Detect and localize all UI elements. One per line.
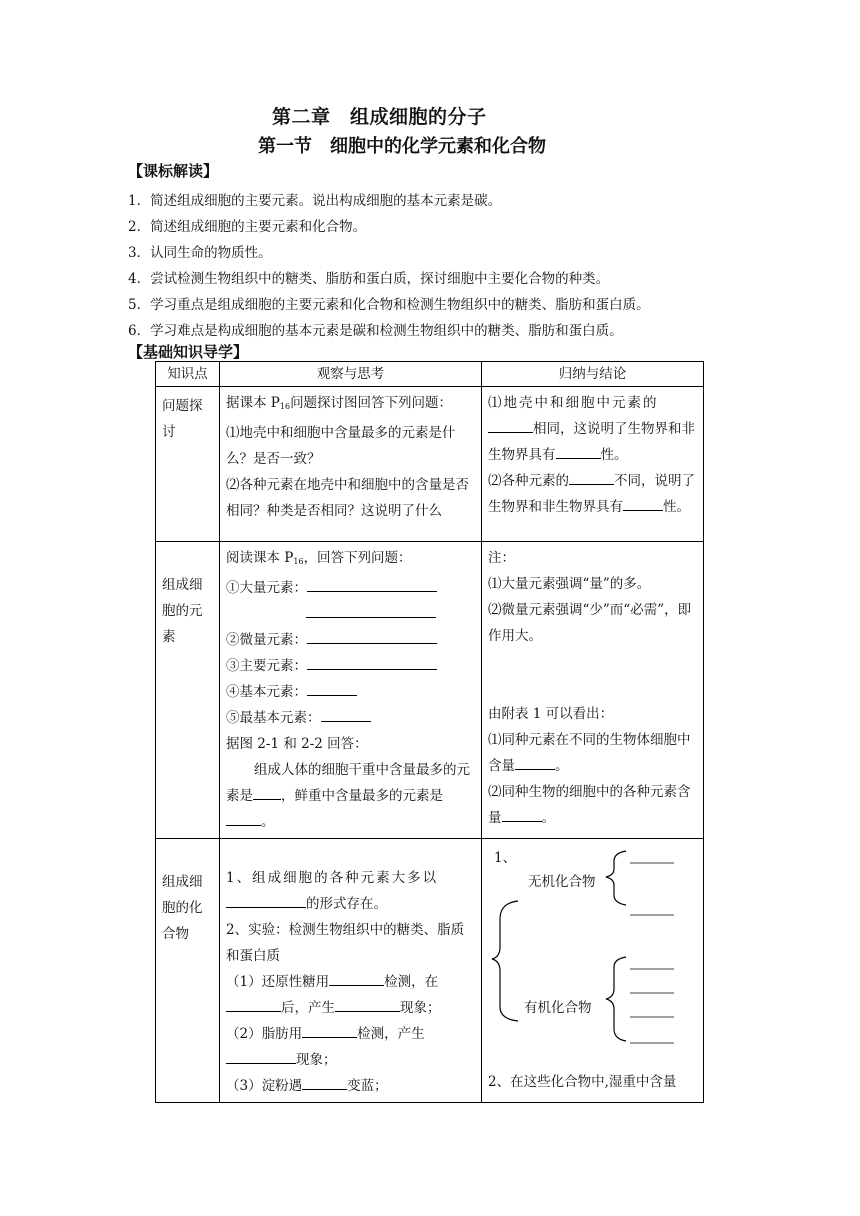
conclusion-1 — [488, 390, 697, 468]
inorganic-brace — [606, 851, 626, 905]
topic-cell: 组成细胞的元素 — [156, 542, 220, 839]
blank — [226, 811, 261, 826]
obs-intro-text: 据课本 P — [226, 395, 280, 411]
guide-heading: 【基础知识导学】 — [128, 343, 249, 361]
topic-cell: 组成细胞的化合物 — [156, 839, 220, 1103]
conclusion-2 — [488, 468, 697, 520]
note-1: ⑴大量元素强调“量”的多。 — [488, 576, 651, 592]
compound-form — [226, 865, 475, 917]
blank — [253, 785, 281, 800]
text: 不同，说明了生物界和非生物界具有 — [488, 473, 695, 515]
text: ⑵同种生物的细胞中的各种元素含量 — [488, 784, 691, 826]
objective-item: 4．尝试检测生物组织中的糖类、脂肪和蛋白质，探讨细胞中主要化合物的种类。 — [128, 271, 610, 287]
blank — [488, 418, 533, 433]
macro-elements — [226, 575, 475, 601]
blank — [306, 603, 436, 618]
micro-elements — [226, 627, 475, 653]
text: （2）脂肪用 — [226, 1026, 303, 1042]
objective-item: 2．简述组成细胞的主要元素和化合物。 — [128, 219, 367, 235]
text: 变蓝； — [347, 1078, 388, 1094]
text: 组成人体的细胞干重中含量最多的元素是 — [226, 762, 470, 804]
blank — [321, 707, 371, 722]
knowledge-table — [155, 361, 704, 1103]
blank — [226, 893, 306, 908]
diagram-number: 1、 — [494, 850, 517, 866]
fat-test — [226, 1021, 475, 1073]
table-conclusion-2 — [488, 779, 697, 831]
conclusion-cell — [482, 839, 704, 1103]
text: ，回答下列问题： — [303, 550, 412, 566]
chapter-title: 第二章 组成细胞的分子 — [272, 106, 487, 128]
text: 现象； — [296, 1052, 337, 1068]
brace-diagram — [488, 839, 698, 1069]
text: ⑵各种元素的 — [488, 473, 569, 489]
blank — [226, 1049, 296, 1064]
text: 性。 — [600, 447, 628, 463]
topic-cell: 问题探讨 — [156, 387, 220, 542]
text: 性。 — [663, 499, 690, 515]
observe-cell — [220, 387, 482, 542]
text: 阅读课本 P — [226, 550, 294, 566]
reducing-sugar-test — [226, 969, 475, 1021]
table-row — [156, 387, 704, 542]
compound-diagram — [488, 839, 697, 1069]
text: 后，产生 — [281, 1000, 335, 1016]
text: ⑴地壳中和细胞中元素的 — [488, 395, 659, 411]
header-observe: 观察与思考 — [220, 362, 482, 387]
blank — [307, 629, 437, 644]
objective-item: 6．学习难点是构成细胞的基本元素是碳和检测生物组织中的糖类、脂肪和蛋白质。 — [128, 323, 623, 339]
compound-content: 2、在这些化合物中,湿重中含量 — [488, 1074, 677, 1090]
section-title: 第一节 细胞中的化学元素和化合物 — [258, 136, 546, 157]
obs-intro — [226, 390, 475, 420]
blank — [307, 655, 437, 670]
figure-question — [226, 757, 475, 835]
text: ⑴同种元素在不同的生物体细胞中含量 — [488, 732, 691, 774]
blank — [302, 1023, 357, 1038]
table-conclusion-1 — [488, 727, 697, 779]
blank — [502, 807, 542, 822]
macro-elements-cont — [226, 601, 475, 627]
objective-item: 5．学习重点是组成细胞的主要元素和化合物和检测生物组织中的糖类、脂肪和蛋白质。 — [128, 297, 650, 313]
text: ①大量元素： — [226, 580, 307, 596]
experiment-title: 2、实验：检测生物组织中的糖类、脂质和蛋白质 — [226, 922, 465, 964]
text: 现象； — [400, 1000, 441, 1016]
header-topic: 知识点 — [156, 362, 220, 387]
blank — [307, 577, 437, 592]
figure-prompt: 据图 2-1 和 2-2 回答： — [226, 736, 368, 752]
observe-cell — [220, 839, 482, 1103]
organic-label: 有机化合物 — [524, 1000, 592, 1016]
text: （1）还原性糖用 — [226, 974, 330, 990]
conclusion-cell — [482, 542, 704, 839]
blank — [302, 1075, 347, 1090]
spacer — [488, 649, 697, 701]
table-row — [156, 839, 704, 1103]
table-row — [156, 542, 704, 839]
main-brace — [492, 901, 518, 1021]
blank — [307, 681, 357, 696]
obs-intro-text: 问题探讨图回答下列问题： — [290, 395, 453, 411]
main-elements — [226, 653, 475, 679]
starch-test — [226, 1073, 475, 1099]
text: ，鲜重中含量最多的元素是 — [281, 788, 443, 804]
obs-question-1: ⑴地壳中和细胞中含量最多的元素是什么？是否一致？ — [226, 425, 456, 467]
basic-elements — [226, 679, 475, 705]
note-2: ⑵微量元素强调“少”而“必需”，即作用大。 — [488, 602, 692, 644]
text: 。 — [541, 810, 555, 826]
text: ⑤最基本元素： — [226, 710, 321, 726]
blank — [556, 444, 601, 459]
blank — [329, 971, 384, 986]
objective-item: 1．简述组成细胞的主要元素。说出构成细胞的基本元素是碳。 — [128, 193, 502, 209]
conclusion-cell — [482, 387, 704, 542]
obs-question-2: ⑵各种元素在地壳中和细胞中的含量是否相同？种类是否相同？这说明了什么 — [226, 477, 469, 519]
text: 检测，产生 — [357, 1026, 425, 1042]
most-basic-element — [226, 705, 475, 731]
page-subscript: 16 — [293, 557, 304, 566]
table-intro: 由附表 1 可以看出： — [488, 706, 614, 722]
text: ②微量元素： — [226, 632, 307, 648]
header-conclusion: 归纳与结论 — [482, 362, 704, 387]
text: 的形式存在。 — [306, 896, 387, 912]
observe-cell — [220, 542, 482, 839]
text: ③主要元素： — [226, 658, 307, 674]
blank — [515, 755, 555, 770]
text: （3）淀粉遇 — [226, 1078, 303, 1094]
objective-item: 3．认同生命的物质性。 — [128, 245, 272, 261]
text: 检测，在 — [384, 974, 439, 990]
text: ④基本元素： — [226, 684, 307, 700]
elements-intro — [226, 545, 475, 575]
blank — [623, 496, 663, 511]
text: 相同，这说明了生物界和非生物界具有 — [488, 421, 695, 463]
text: 1、组成细胞的各种元素大多以 — [226, 870, 439, 886]
organic-brace — [606, 957, 626, 1041]
blank — [335, 997, 400, 1012]
page-subscript: 16 — [279, 402, 291, 411]
text: 。 — [555, 758, 569, 774]
inorganic-label: 无机化合物 — [528, 874, 596, 890]
blank — [569, 470, 614, 485]
note-label: 注： — [488, 550, 515, 566]
blank — [226, 997, 281, 1012]
text: 。 — [261, 814, 275, 830]
table-header-row — [156, 362, 704, 387]
objectives-heading: 【课标解读】 — [128, 162, 219, 180]
